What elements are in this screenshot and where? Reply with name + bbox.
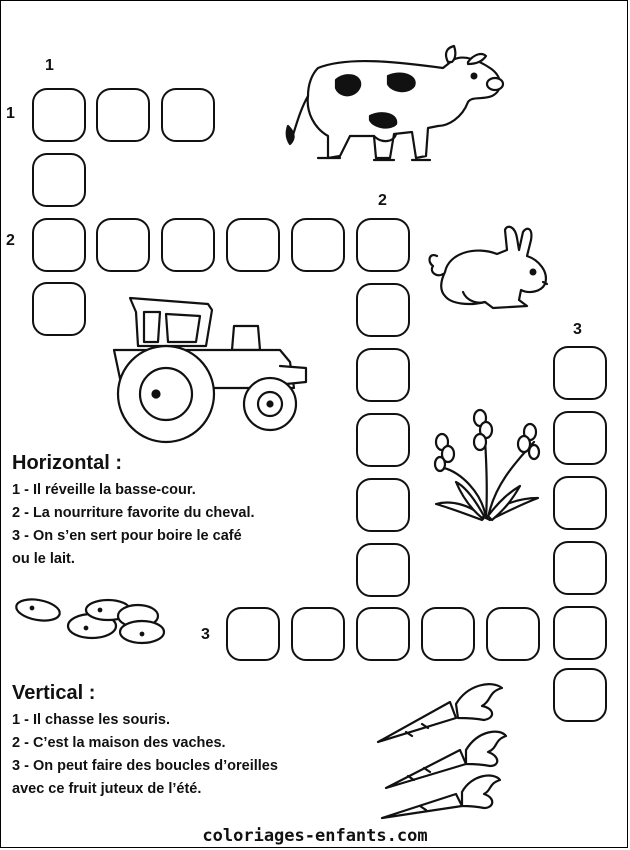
crossword-cell-v3-1[interactable] — [553, 346, 607, 400]
crossword-cell-h2-5[interactable] — [291, 218, 345, 272]
rabbit-icon — [423, 222, 553, 314]
vertical-clues-panel — [12, 682, 278, 801]
tractor-icon — [100, 292, 308, 432]
carrots-icon — [372, 678, 510, 824]
clue-number-h2: 2 — [6, 232, 15, 249]
crossword-cell-v2-2[interactable] — [356, 283, 410, 337]
crossword-cell-v3-2[interactable] — [553, 411, 607, 465]
crossword-cell-v3-3[interactable] — [553, 476, 607, 530]
crossword-cell-h1-1[interactable] — [32, 88, 86, 142]
crossword-cell-h2-2[interactable] — [96, 218, 150, 272]
crossword-cell-h2-1[interactable] — [32, 218, 86, 272]
crossword-cell-v3-5[interactable] — [553, 606, 607, 660]
vertical-clue-3: 3 - On peut faire des boucles d’oreilles — [12, 758, 278, 774]
clue-number-v3: 3 — [573, 321, 582, 338]
crossword-cell-h1-2[interactable] — [96, 88, 150, 142]
clue-number-h1: 1 — [6, 105, 15, 122]
crossword-cell-h2-3[interactable] — [161, 218, 215, 272]
crossword-cell-h2-6[interactable] — [356, 218, 410, 272]
crossword-cell-v2-6[interactable] — [356, 543, 410, 597]
potatoes-icon — [8, 594, 160, 644]
horizontal-clue-3-continued: ou le lait. — [12, 551, 75, 567]
crossword-cell-v2-3[interactable] — [356, 348, 410, 402]
horizontal-clue-2: 2 - La nourriture favorite du cheval. — [12, 505, 255, 521]
site-footer: coloriages-enfants.com — [202, 826, 428, 846]
crossword-cell-v2-4[interactable] — [356, 413, 410, 467]
clue-number-h3: 3 — [201, 626, 210, 643]
clue-number-v2: 2 — [378, 192, 387, 209]
crossword-cell-h3-3[interactable] — [356, 607, 410, 661]
lavender-icon — [430, 412, 546, 524]
crossword-cell-v3-4[interactable] — [553, 541, 607, 595]
cow-icon — [278, 40, 508, 172]
horizontal-clues-panel — [12, 452, 255, 571]
crossword-cell-v3-6[interactable] — [553, 668, 607, 722]
vertical-title: Vertical : — [12, 682, 96, 704]
clue-number-v1: 1 — [45, 57, 54, 74]
crossword-cell-h3-4[interactable] — [421, 607, 475, 661]
vertical-clue-2: 2 - C’est la maison des vaches. — [12, 735, 226, 751]
crossword-cell-v1-4[interactable] — [32, 282, 86, 336]
horizontal-title: Horizontal : — [12, 452, 122, 474]
horizontal-clue-1: 1 - Il réveille la basse-cour. — [12, 482, 196, 498]
crossword-cell-h3-5[interactable] — [486, 607, 540, 661]
crossword-cell-v1-2[interactable] — [32, 153, 86, 207]
crossword-cell-h2-4[interactable] — [226, 218, 280, 272]
crossword-cell-h3-1[interactable] — [226, 607, 280, 661]
vertical-clue-1: 1 - Il chasse les souris. — [12, 712, 170, 728]
crossword-cell-v2-5[interactable] — [356, 478, 410, 532]
horizontal-clue-3: 3 - On s’en sert pour boire le café — [12, 528, 242, 544]
crossword-cell-h1-3[interactable] — [161, 88, 215, 142]
vertical-clue-3-continued: avec ce fruit juteux de l’été. — [12, 781, 202, 797]
crossword-cell-h3-2[interactable] — [291, 607, 345, 661]
